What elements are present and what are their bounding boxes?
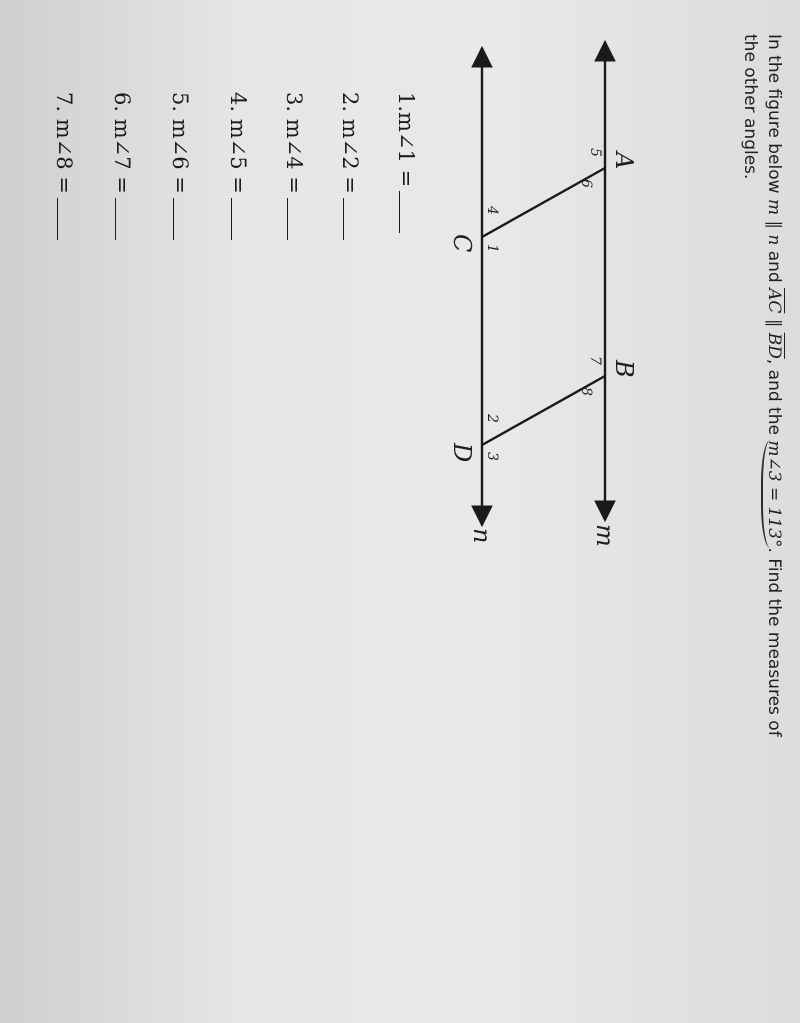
angle-8-label: 8 — [578, 387, 594, 396]
answer-blank[interactable] — [173, 198, 188, 240]
question-label: 1.m∠1 = — [394, 92, 418, 188]
parallel-symbol: ∥ — [764, 313, 784, 333]
line-m-label: m — [591, 524, 619, 547]
angle-2-label: 2 — [484, 414, 500, 423]
question-4 — [226, 92, 250, 240]
segment-ac-ref: $\overline{AC}$ — [764, 288, 784, 314]
conjunction: , and the — [764, 358, 784, 441]
question-6 — [110, 92, 134, 240]
answer-blank[interactable] — [57, 198, 72, 240]
instructions-part2: . Find the measures of the other angles. — [740, 34, 784, 737]
conjunction: and — [764, 245, 784, 289]
point-a-label: A — [610, 152, 638, 170]
instructions-part1: In the figure below — [764, 34, 784, 199]
angle-6-label: 6 — [578, 179, 594, 188]
question-1 — [394, 92, 418, 233]
question-3 — [282, 92, 306, 240]
angle-5-label: 5 — [587, 148, 603, 157]
question-label: 4. m∠5 = — [226, 92, 250, 194]
given-angle: m∠3 = 113° — [761, 440, 784, 547]
parallel-symbol: ∥ — [764, 215, 784, 235]
question-label: 6. m∠7 = — [110, 92, 134, 194]
angle-7-label: 7 — [587, 356, 603, 365]
answer-blank[interactable] — [231, 198, 246, 240]
angle-1-label: 1 — [484, 244, 500, 253]
point-b-label: B — [610, 360, 638, 378]
angle-3-label: 3 — [484, 452, 500, 461]
answer-blank[interactable] — [287, 198, 302, 240]
angle-4-label: 4 — [484, 206, 500, 215]
line-m-ref: m — [764, 198, 784, 216]
answer-blank[interactable] — [343, 198, 358, 240]
question-label: 2. m∠2 = — [338, 92, 362, 194]
point-d-label: D — [448, 443, 476, 463]
line-n-label: n — [468, 528, 496, 544]
point-c-label: C — [448, 234, 476, 253]
question-7 — [52, 92, 76, 240]
question-label: 5. m∠6 = — [168, 92, 192, 194]
question-5 — [168, 92, 192, 240]
line-n-ref: n — [764, 234, 784, 246]
question-label: 7. m∠8 = — [52, 92, 76, 194]
segment-bd-ref: $\overline{BD}$ — [764, 332, 784, 359]
answer-blank[interactable] — [115, 198, 130, 240]
question-2 — [338, 92, 362, 240]
question-label: 3. m∠4 = — [282, 92, 306, 194]
answer-blank[interactable] — [399, 191, 414, 233]
